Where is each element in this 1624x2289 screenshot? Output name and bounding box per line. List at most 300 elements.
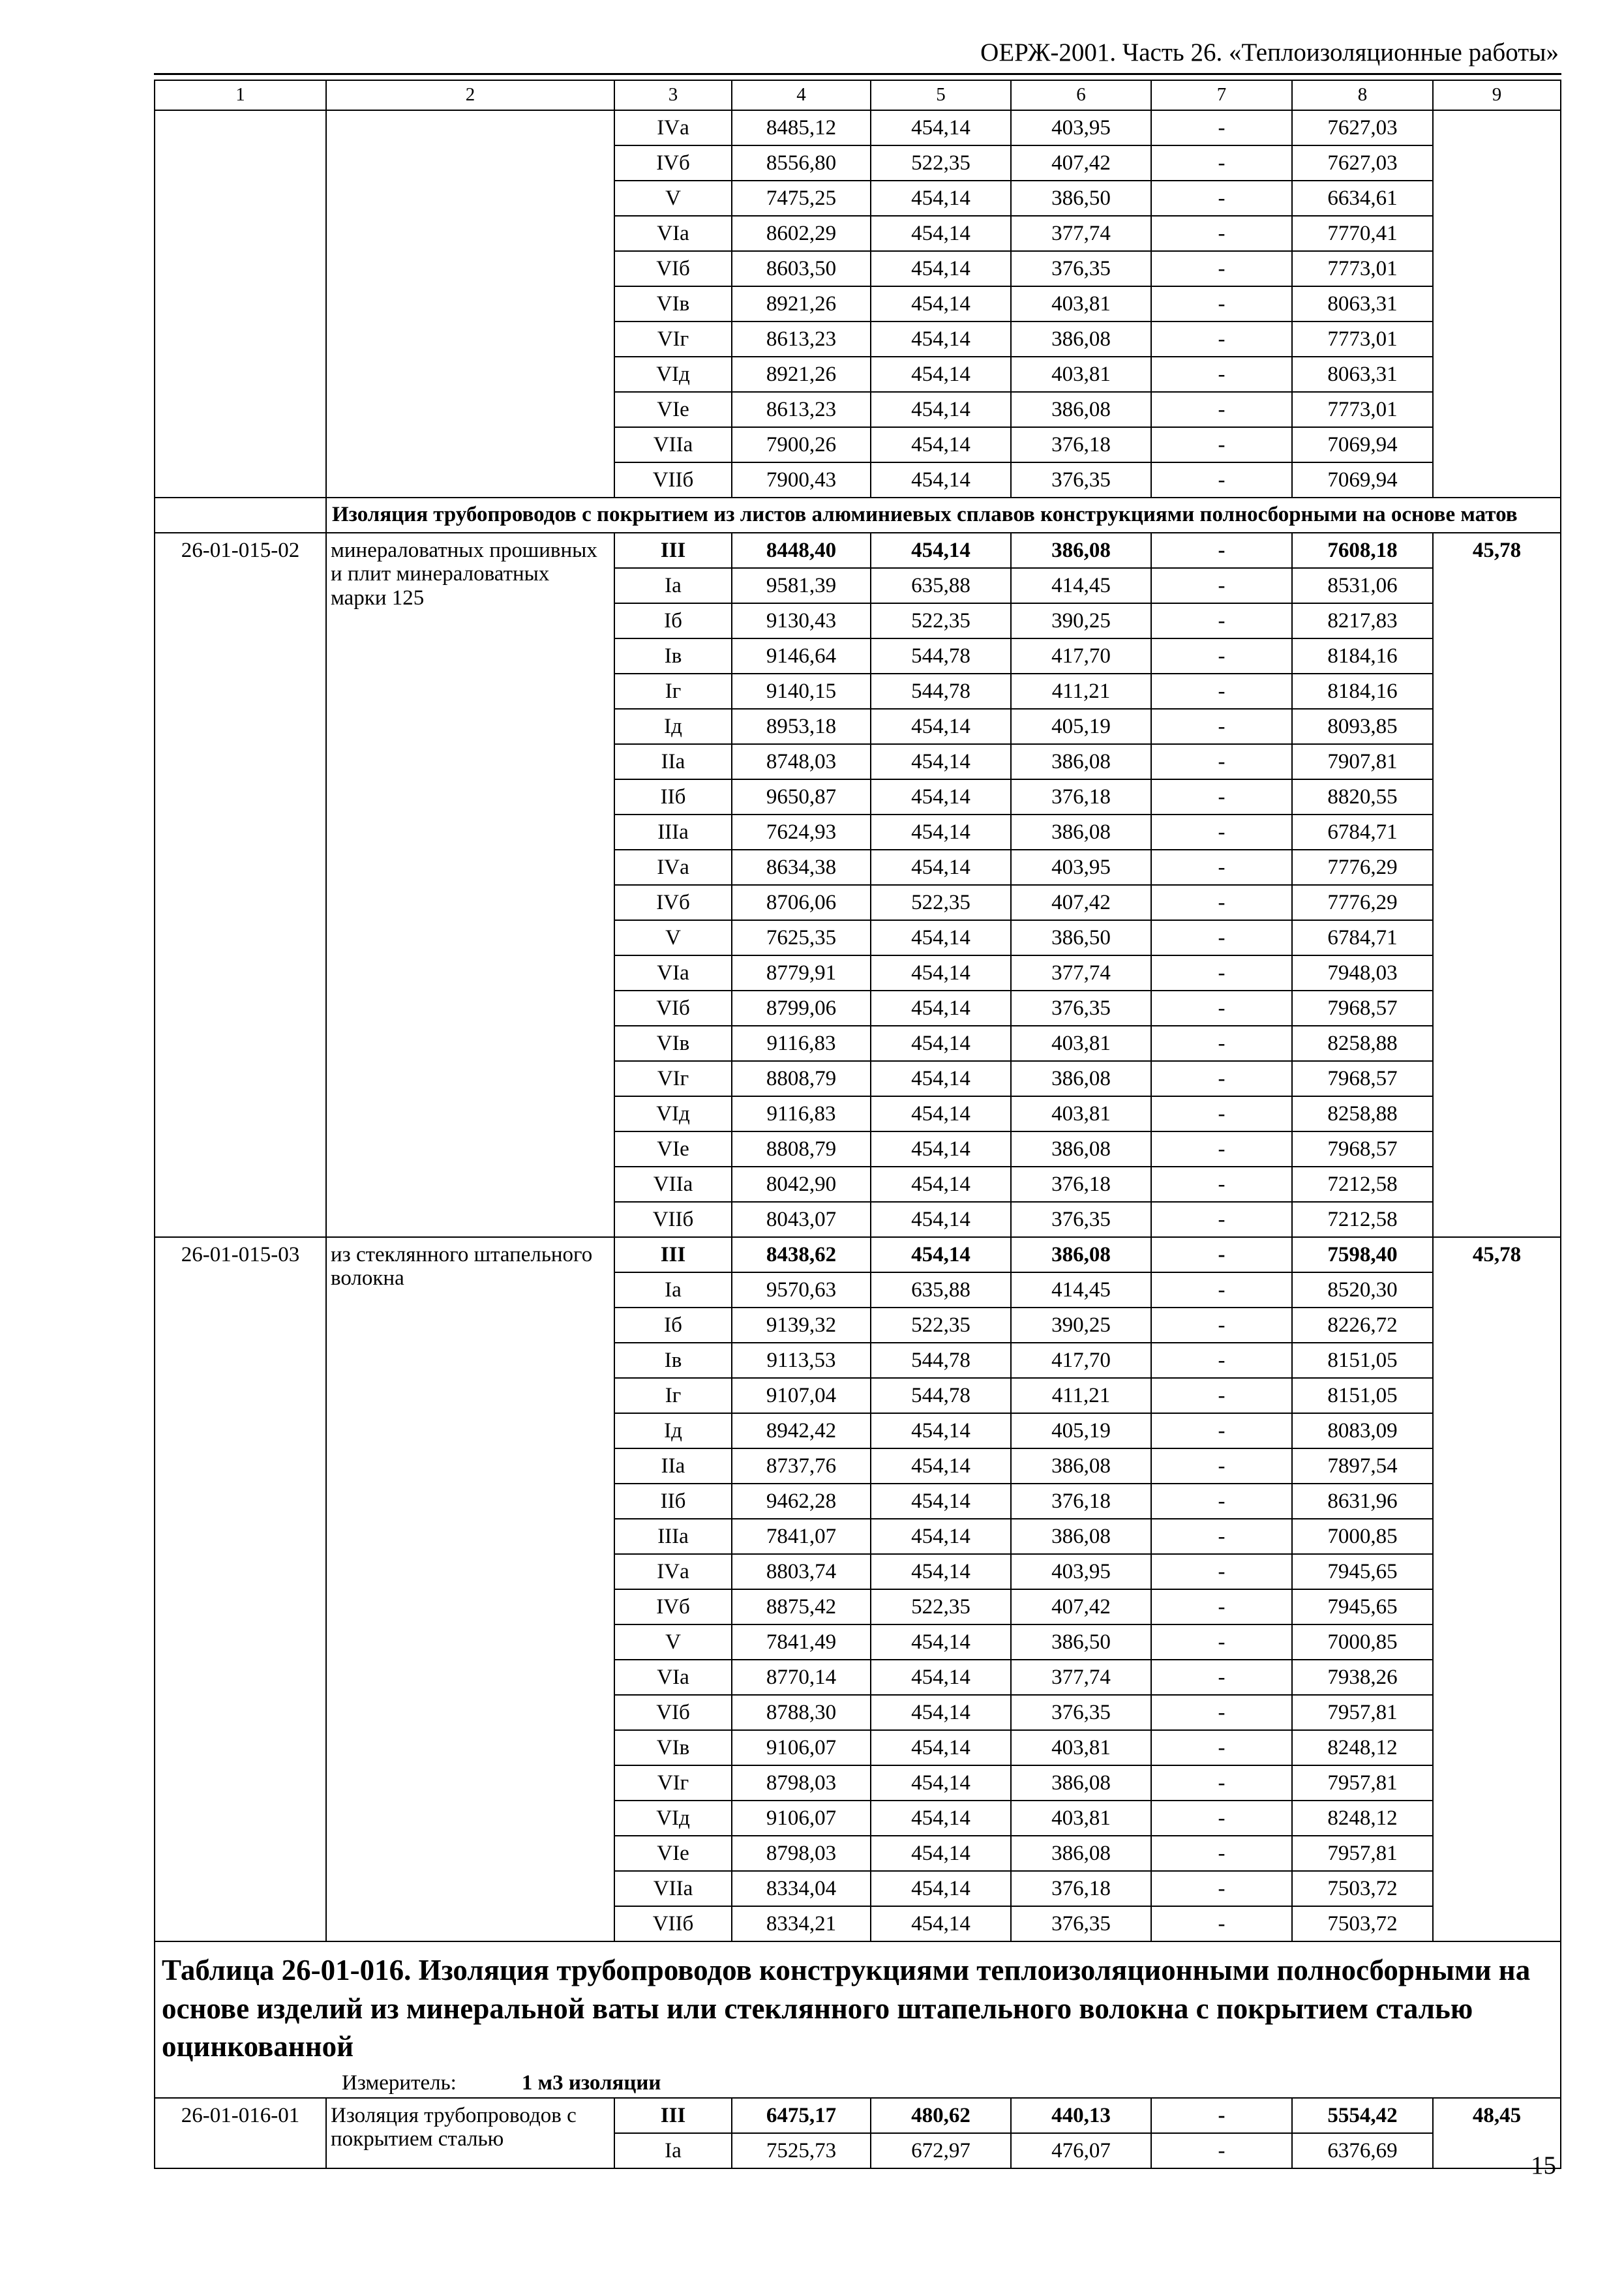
table-cell: - <box>1151 1730 1292 1765</box>
table-cell: 403,95 <box>1011 850 1151 885</box>
table-cell: - <box>1151 145 1292 181</box>
table-cell: - <box>1151 1202 1292 1237</box>
table-cell: VIIа <box>614 1167 732 1202</box>
table-cell: 7968,57 <box>1292 991 1433 1026</box>
table-cell: 386,08 <box>1011 815 1151 850</box>
table-cell: 411,21 <box>1011 674 1151 709</box>
table-cell: - <box>1151 991 1292 1026</box>
table-cell: 8737,76 <box>732 1448 871 1484</box>
table-cell: 376,18 <box>1011 1167 1151 1202</box>
table-cell: VIа <box>614 1660 732 1695</box>
table-cell: - <box>1151 1343 1292 1378</box>
table-cell: 672,97 <box>871 2133 1011 2168</box>
header-rule <box>154 73 1561 75</box>
table-cell: - <box>1151 251 1292 286</box>
table-cell: VIIа <box>614 427 732 462</box>
table-cell: - <box>1151 815 1292 850</box>
table-cell: 386,08 <box>1011 744 1151 779</box>
table-cell: 9146,64 <box>732 638 871 674</box>
table-cell: - <box>1151 462 1292 498</box>
table-cell: IIб <box>614 1484 732 1519</box>
table-cell: 417,70 <box>1011 1343 1151 1378</box>
table-cell: 403,95 <box>1011 1554 1151 1589</box>
table-cell: 8613,23 <box>732 322 871 357</box>
table-cell: - <box>1151 1801 1292 1836</box>
table-cell: 376,18 <box>1011 427 1151 462</box>
row-price: 48,45 <box>1433 2098 1561 2168</box>
table-cell: 8042,90 <box>732 1167 871 1202</box>
table-cell: 8603,50 <box>732 251 871 286</box>
table-cell: 8953,18 <box>732 709 871 744</box>
table-cell: 386,50 <box>1011 181 1151 216</box>
table-cell: 8151,05 <box>1292 1343 1433 1378</box>
table-cell: 522,35 <box>871 1589 1011 1624</box>
empty-cell <box>155 498 326 533</box>
table-cell: 454,14 <box>871 1167 1011 1202</box>
table-cell: 7503,72 <box>1292 1906 1433 1941</box>
column-number-row <box>155 80 1561 110</box>
table-cell: Iа <box>614 1272 732 1308</box>
table-cell: 454,14 <box>871 1484 1011 1519</box>
table-cell: VIг <box>614 1061 732 1096</box>
table-cell: 7773,01 <box>1292 392 1433 427</box>
table-cell: 8485,12 <box>732 110 871 145</box>
table-cell: 7773,01 <box>1292 322 1433 357</box>
table-cell: IIа <box>614 1448 732 1484</box>
table-cell: 376,18 <box>1011 1484 1151 1519</box>
measure-line <box>162 2071 1554 2095</box>
table-cell: 6784,71 <box>1292 815 1433 850</box>
column-number: 9 <box>1433 80 1561 110</box>
table-cell: 8788,30 <box>732 1695 871 1730</box>
table-cell: 454,14 <box>871 920 1011 955</box>
table-cell: VIг <box>614 322 732 357</box>
table-cell: 405,19 <box>1011 709 1151 744</box>
table-cell: IVб <box>614 885 732 920</box>
row-price <box>1433 110 1561 498</box>
table-cell: V <box>614 181 732 216</box>
table-cell: Iд <box>614 709 732 744</box>
table-cell: - <box>1151 1237 1292 1272</box>
table-cell: VIд <box>614 1096 732 1131</box>
table-cell: 8808,79 <box>732 1061 871 1096</box>
table-cell: 454,14 <box>871 1765 1011 1801</box>
table-cell: - <box>1151 1413 1292 1448</box>
table-cell: - <box>1151 1061 1292 1096</box>
table-cell: 8798,03 <box>732 1836 871 1871</box>
measure-unit: 1 м3 изоляции <box>521 2071 661 2095</box>
table-cell: 454,14 <box>871 1624 1011 1660</box>
table-cell: 6475,17 <box>732 2098 871 2133</box>
table-cell: - <box>1151 2098 1292 2133</box>
table-caption <box>155 1941 1561 2098</box>
table-cell: 7776,29 <box>1292 850 1433 885</box>
table-cell: 407,42 <box>1011 1589 1151 1624</box>
table-cell: 376,35 <box>1011 251 1151 286</box>
table-cell: - <box>1151 920 1292 955</box>
table-cell: 7945,65 <box>1292 1589 1433 1624</box>
table-cell: - <box>1151 1272 1292 1308</box>
table-cell: - <box>1151 1906 1292 1941</box>
table-cell: 8820,55 <box>1292 779 1433 815</box>
column-number: 7 <box>1151 80 1292 110</box>
table-row <box>155 2098 1561 2133</box>
table-cell: 454,14 <box>871 1131 1011 1167</box>
table-cell: VIд <box>614 1801 732 1836</box>
table-cell: 440,13 <box>1011 2098 1151 2133</box>
page-number: 15 <box>1531 2151 1556 2179</box>
table-cell: VIд <box>614 357 732 392</box>
table-cell: 6784,71 <box>1292 920 1433 955</box>
table-cell: 8520,30 <box>1292 1272 1433 1308</box>
table-cell: 7948,03 <box>1292 955 1433 991</box>
table-cell: 454,14 <box>871 181 1011 216</box>
table-cell: 8808,79 <box>732 1131 871 1167</box>
table-cell: 8184,16 <box>1292 674 1433 709</box>
page-header-title: ОЕРЖ-2001. Часть 26. «Теплоизоляционные работы» <box>980 38 1559 67</box>
table-cell: 9581,39 <box>732 568 871 603</box>
table-cell: 377,74 <box>1011 1660 1151 1695</box>
table-cell: 8093,85 <box>1292 709 1433 744</box>
table-cell: 9570,63 <box>732 1272 871 1308</box>
table-cell: VIIб <box>614 1202 732 1237</box>
table-cell: 376,35 <box>1011 462 1151 498</box>
table-cell: 7957,81 <box>1292 1695 1433 1730</box>
table-cell: 7069,94 <box>1292 462 1433 498</box>
table-cell: 7968,57 <box>1292 1061 1433 1096</box>
table-cell: 454,14 <box>871 709 1011 744</box>
table-cell: 8631,96 <box>1292 1484 1433 1519</box>
table-cell: - <box>1151 1695 1292 1730</box>
table-cell: - <box>1151 286 1292 322</box>
table-cell: 403,81 <box>1011 286 1151 322</box>
table-cell: 7212,58 <box>1292 1202 1433 1237</box>
table-cell: Iг <box>614 1378 732 1413</box>
table-cell: 454,14 <box>871 1096 1011 1131</box>
table-cell: VIIб <box>614 1906 732 1941</box>
table-cell: VIа <box>614 955 732 991</box>
row-description <box>326 110 614 498</box>
table-cell: 8770,14 <box>732 1660 871 1695</box>
table-cell: Iб <box>614 1308 732 1343</box>
table-cell: 9113,53 <box>732 1343 871 1378</box>
table-cell: 7608,18 <box>1292 533 1433 568</box>
table-cell: 635,88 <box>871 568 1011 603</box>
table-cell: 454,14 <box>871 251 1011 286</box>
table-cell: IIIа <box>614 815 732 850</box>
table-cell: 8217,83 <box>1292 603 1433 638</box>
table-cell: VIа <box>614 216 732 251</box>
column-number: 3 <box>614 80 732 110</box>
table-row <box>155 1237 1561 1272</box>
table-cell: 376,18 <box>1011 1871 1151 1906</box>
table-cell: 7945,65 <box>1292 1554 1433 1589</box>
table-cell: - <box>1151 357 1292 392</box>
table-cell: - <box>1151 885 1292 920</box>
table-cell: VIв <box>614 1730 732 1765</box>
table-cell: 7627,03 <box>1292 110 1433 145</box>
table-cell: 454,14 <box>871 1554 1011 1589</box>
table-cell: - <box>1151 533 1292 568</box>
table-cell: 8613,23 <box>732 392 871 427</box>
table-cell: 7907,81 <box>1292 744 1433 779</box>
table-cell: 386,08 <box>1011 1061 1151 1096</box>
table-cell: 7938,26 <box>1292 1660 1433 1695</box>
table-cell: VIб <box>614 1695 732 1730</box>
table-cell: 454,14 <box>871 1801 1011 1836</box>
table-cell: VIе <box>614 392 732 427</box>
table-cell: - <box>1151 1554 1292 1589</box>
table-row <box>155 110 1561 145</box>
table-cell: 8531,06 <box>1292 568 1433 603</box>
table-cell: - <box>1151 603 1292 638</box>
table-cell: 7957,81 <box>1292 1765 1433 1801</box>
table-cell: 8063,31 <box>1292 286 1433 322</box>
table-cell: Iв <box>614 1343 732 1378</box>
table-cell: 454,14 <box>871 1660 1011 1695</box>
table-cell: III <box>614 1237 732 1272</box>
table-cell: 522,35 <box>871 603 1011 638</box>
table-cell: 411,21 <box>1011 1378 1151 1413</box>
table-cell: 8248,12 <box>1292 1730 1433 1765</box>
table-cell: 7625,35 <box>732 920 871 955</box>
table-row <box>155 533 1561 568</box>
table-cell: VIв <box>614 286 732 322</box>
table-cell: 454,14 <box>871 1519 1011 1554</box>
table-cell: - <box>1151 1448 1292 1484</box>
table-cell: - <box>1151 427 1292 462</box>
table-cell: 8184,16 <box>1292 638 1433 674</box>
table-cell: III <box>614 2098 732 2133</box>
section-title-row <box>155 498 1561 533</box>
table-cell: 8803,74 <box>732 1554 871 1589</box>
table-cell: IVа <box>614 850 732 885</box>
table-cell: 7957,81 <box>1292 1836 1433 1871</box>
table-cell: 376,18 <box>1011 779 1151 815</box>
table-cell: 454,14 <box>871 779 1011 815</box>
table-cell: 454,14 <box>871 1448 1011 1484</box>
table-cell: IVб <box>614 1589 732 1624</box>
table-cell: 7776,29 <box>1292 885 1433 920</box>
table-cell: VIб <box>614 991 732 1026</box>
table-cell: 454,14 <box>871 392 1011 427</box>
table-cell: 386,08 <box>1011 533 1151 568</box>
table-cell: Iд <box>614 1413 732 1448</box>
column-number: 2 <box>326 80 614 110</box>
table-cell: 8258,88 <box>1292 1096 1433 1131</box>
table-cell: - <box>1151 181 1292 216</box>
table-cell: - <box>1151 392 1292 427</box>
table-cell: 9130,43 <box>732 603 871 638</box>
table-cell: 454,14 <box>871 850 1011 885</box>
table-cell: - <box>1151 709 1292 744</box>
table-cell: 377,74 <box>1011 955 1151 991</box>
table-cell: 454,14 <box>871 462 1011 498</box>
table-cell: 8438,62 <box>732 1237 871 1272</box>
table-cell: - <box>1151 1871 1292 1906</box>
table-cell: 6634,61 <box>1292 181 1433 216</box>
table-cell: 8602,29 <box>732 216 871 251</box>
table-cell: 454,14 <box>871 427 1011 462</box>
table-cell: - <box>1151 674 1292 709</box>
table-cell: VIе <box>614 1131 732 1167</box>
table-cell: 7624,93 <box>732 815 871 850</box>
table-cell: 544,78 <box>871 674 1011 709</box>
table-cell: 8083,09 <box>1292 1413 1433 1448</box>
table-cell: - <box>1151 1765 1292 1801</box>
table-cell: IVа <box>614 1554 732 1589</box>
table-cell: 454,14 <box>871 533 1011 568</box>
table-cell: 522,35 <box>871 145 1011 181</box>
table-cell: 454,14 <box>871 357 1011 392</box>
table-cell: 9140,15 <box>732 674 871 709</box>
table-cell: - <box>1151 955 1292 991</box>
table-cell: 8248,12 <box>1292 1801 1433 1836</box>
row-code <box>155 110 326 498</box>
table-cell: 454,14 <box>871 991 1011 1026</box>
table-cell: 407,42 <box>1011 145 1151 181</box>
row-price: 45,78 <box>1433 1237 1561 1941</box>
table-cell: 386,08 <box>1011 392 1151 427</box>
table-cell: 407,42 <box>1011 885 1151 920</box>
table-cell: 386,08 <box>1011 1448 1151 1484</box>
table-cell: IIа <box>614 744 732 779</box>
table-cell: 7475,25 <box>732 181 871 216</box>
row-description: Изоляция трубопроводов с покрытием сталью <box>326 2098 614 2168</box>
table-cell: 377,74 <box>1011 216 1151 251</box>
table-cell: 5554,42 <box>1292 2098 1433 2133</box>
table-cell: - <box>1151 638 1292 674</box>
column-number: 4 <box>732 80 871 110</box>
table-cell: 635,88 <box>871 1272 1011 1308</box>
table-cell: 544,78 <box>871 638 1011 674</box>
table-cell: VIIб <box>614 462 732 498</box>
table-cell: 386,08 <box>1011 1836 1151 1871</box>
table-cell: 7900,26 <box>732 427 871 462</box>
table-cell: 8334,04 <box>732 1871 871 1906</box>
table-cell: Iв <box>614 638 732 674</box>
column-number: 8 <box>1292 80 1433 110</box>
table-cell: 9116,83 <box>732 1026 871 1061</box>
table-cell: - <box>1151 1836 1292 1871</box>
table-cell: 403,81 <box>1011 1026 1151 1061</box>
table-cell: 8921,26 <box>732 357 871 392</box>
table-cell: 8779,91 <box>732 955 871 991</box>
table-cell: - <box>1151 2133 1292 2168</box>
table-cell: - <box>1151 1167 1292 1202</box>
table-cell: Iб <box>614 603 732 638</box>
table-cell: - <box>1151 1308 1292 1343</box>
row-code: 26-01-015-03 <box>155 1237 326 1941</box>
table-cell: 522,35 <box>871 885 1011 920</box>
table-cell: 386,08 <box>1011 1519 1151 1554</box>
table-cell: - <box>1151 1026 1292 1061</box>
table-cell: 8921,26 <box>732 286 871 322</box>
table-cell: VIIа <box>614 1871 732 1906</box>
table-cell: 8043,07 <box>732 1202 871 1237</box>
measure-label: Измеритель: <box>342 2071 457 2095</box>
table-cell: VIв <box>614 1026 732 1061</box>
table-cell: III <box>614 533 732 568</box>
row-price: 45,78 <box>1433 533 1561 1237</box>
table-cell: 7900,43 <box>732 462 871 498</box>
table-cell: 7525,73 <box>732 2133 871 2168</box>
table-cell: 403,81 <box>1011 357 1151 392</box>
table-cell: 414,45 <box>1011 1272 1151 1308</box>
table-cell: - <box>1151 216 1292 251</box>
row-description: минераловатных прошивных и плит минераловатных марки 125 <box>326 533 614 1237</box>
table-cell: - <box>1151 1131 1292 1167</box>
table-cell: 454,14 <box>871 1202 1011 1237</box>
table-cell: 476,07 <box>1011 2133 1151 2168</box>
table-cell: 7770,41 <box>1292 216 1433 251</box>
table-cell: 390,25 <box>1011 603 1151 638</box>
table-cell: 8634,38 <box>732 850 871 885</box>
table-cell: 7000,85 <box>1292 1519 1433 1554</box>
table-cell: 454,14 <box>871 1871 1011 1906</box>
table-cell: 8798,03 <box>732 1765 871 1801</box>
table-cell: 454,14 <box>871 216 1011 251</box>
table-cell: V <box>614 1624 732 1660</box>
table-cell: 480,62 <box>871 2098 1011 2133</box>
table-cell: 8063,31 <box>1292 357 1433 392</box>
table-cell: 7069,94 <box>1292 427 1433 462</box>
table-cell: 7968,57 <box>1292 1131 1433 1167</box>
table-cell: 7773,01 <box>1292 251 1433 286</box>
table-cell: IIб <box>614 779 732 815</box>
table-cell: 8151,05 <box>1292 1378 1433 1413</box>
table-cell: 454,14 <box>871 1413 1011 1448</box>
table-cell: 454,14 <box>871 1906 1011 1941</box>
table-cell: 7841,07 <box>732 1519 871 1554</box>
table-cell: 9106,07 <box>732 1730 871 1765</box>
table-cell: VIг <box>614 1765 732 1801</box>
table-cell: 9107,04 <box>732 1378 871 1413</box>
table-cell: IVа <box>614 110 732 145</box>
table-cell: 386,08 <box>1011 1131 1151 1167</box>
table-cell: 454,14 <box>871 1695 1011 1730</box>
table-cell: 8875,42 <box>732 1589 871 1624</box>
table-cell: 9462,28 <box>732 1484 871 1519</box>
table-cell: - <box>1151 1624 1292 1660</box>
table-caption-row <box>155 1941 1561 2098</box>
table-cell: 376,35 <box>1011 1695 1151 1730</box>
table-cell: 454,14 <box>871 322 1011 357</box>
table-cell: - <box>1151 322 1292 357</box>
table-cell: IIIа <box>614 1519 732 1554</box>
table-cell: 7503,72 <box>1292 1871 1433 1906</box>
table-cell: 544,78 <box>871 1378 1011 1413</box>
table-cell: - <box>1151 1519 1292 1554</box>
table-cell: 454,14 <box>871 1061 1011 1096</box>
table-cell: VIб <box>614 251 732 286</box>
table-cell: - <box>1151 1484 1292 1519</box>
table-cell: 417,70 <box>1011 638 1151 674</box>
table-cell: Iа <box>614 2133 732 2168</box>
table-cell: 454,14 <box>871 744 1011 779</box>
table-cell: 9116,83 <box>732 1096 871 1131</box>
table-cell: Iг <box>614 674 732 709</box>
table-cell: - <box>1151 1096 1292 1131</box>
table-cell: 454,14 <box>871 815 1011 850</box>
table-cell: - <box>1151 1589 1292 1624</box>
table-cell: 414,45 <box>1011 568 1151 603</box>
table-cell: 403,95 <box>1011 110 1151 145</box>
rates-table <box>154 80 1561 2169</box>
table-cell: 8799,06 <box>732 991 871 1026</box>
table-cell: 544,78 <box>871 1343 1011 1378</box>
table-cell: 403,81 <box>1011 1096 1151 1131</box>
